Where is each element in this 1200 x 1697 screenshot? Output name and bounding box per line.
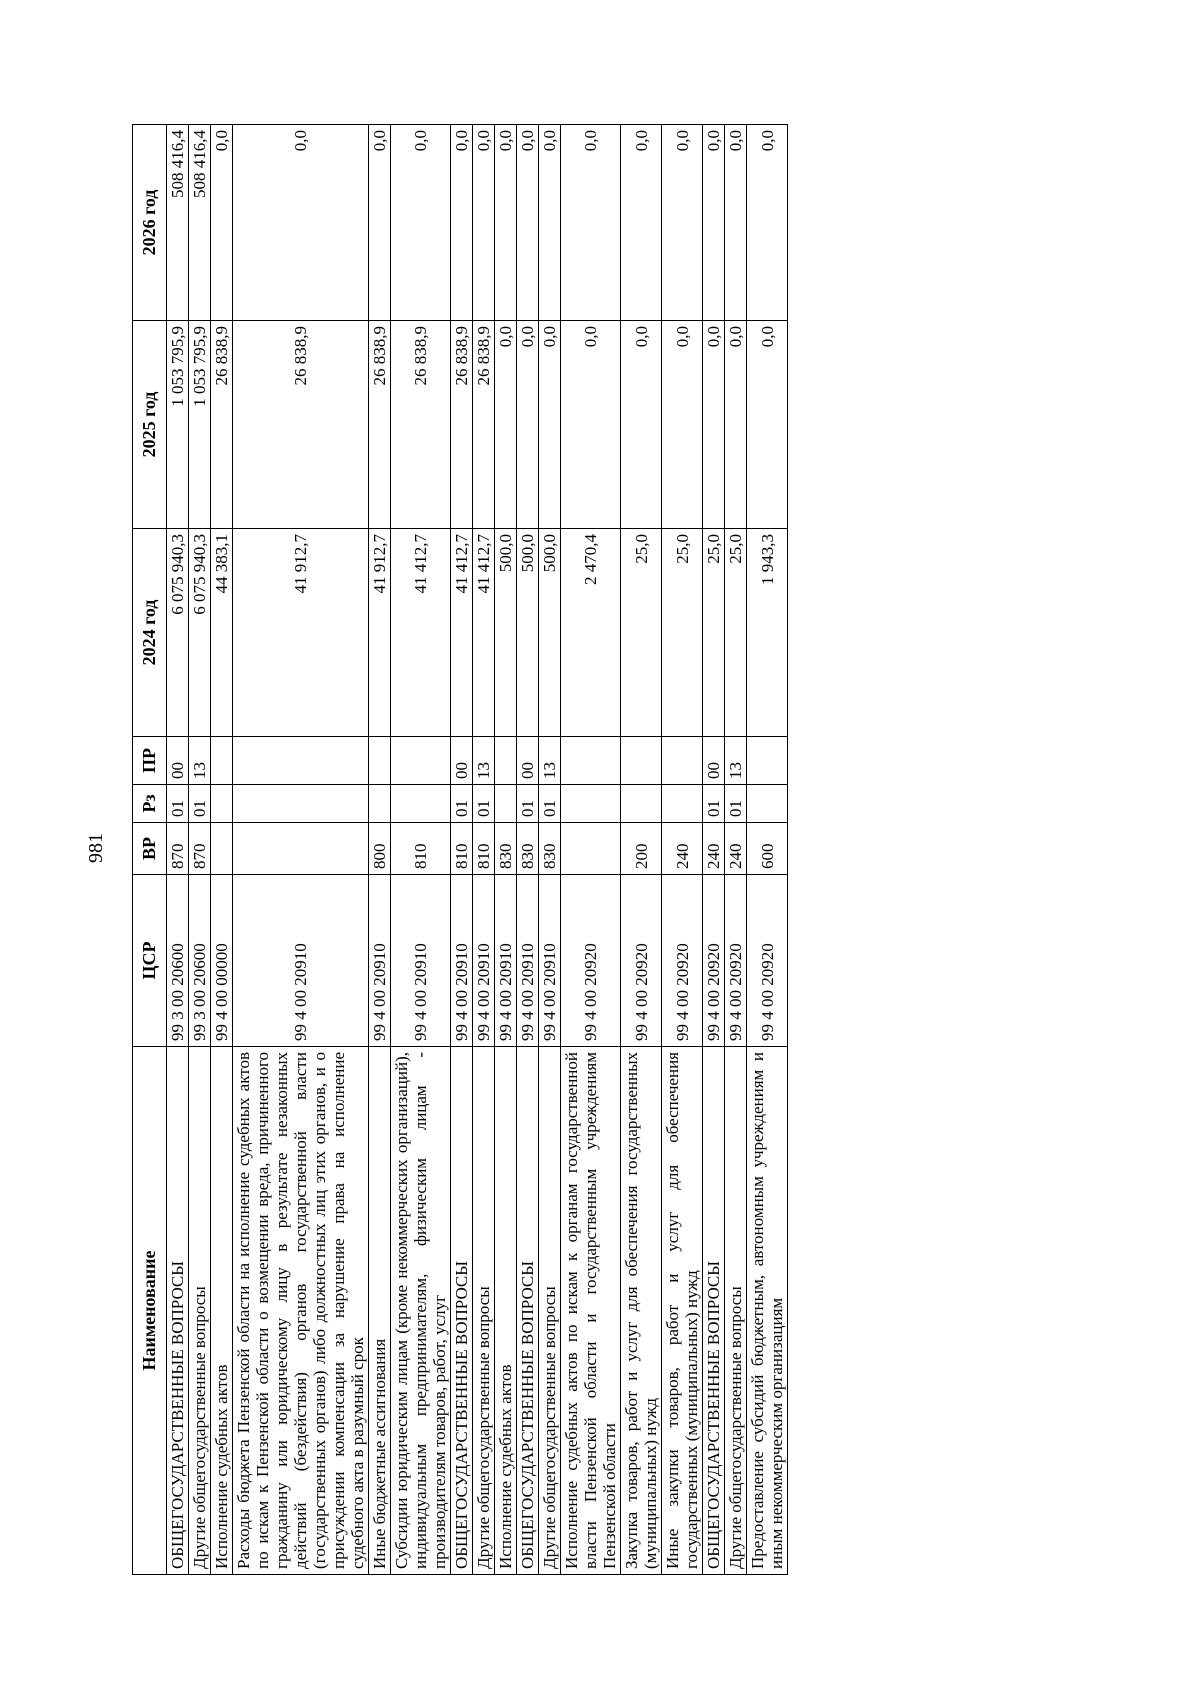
cell-y2024: 500,0 [495,529,517,737]
cell-vr: 200 [621,823,662,875]
cell-y2026: 0,0 [747,125,788,321]
cell-rz [369,785,391,823]
table-row [725,125,747,1575]
cell-pr: 00 [167,737,189,785]
table-row [517,125,539,1575]
table-row [539,125,561,1575]
cell-vr: 870 [189,823,211,875]
cell-rz [747,785,788,823]
cell-pr: 13 [725,737,747,785]
cell-vr: 240 [662,823,703,875]
table-row [703,125,725,1575]
table-row [495,125,517,1575]
table-row [662,125,703,1575]
cell-rz [211,785,233,823]
cell-vr: 240 [703,823,725,875]
budget-table [132,124,788,1575]
cell-rz: 01 [517,785,539,823]
cell-y2025: 0,0 [747,321,788,529]
cell-y2024: 41 412,7 [473,529,495,737]
cell-pr [495,737,517,785]
cell-pr [369,737,391,785]
table-row [747,125,788,1575]
cell-csr: 99 4 00 20920 [747,875,788,1047]
cell-y2024: 25,0 [703,529,725,737]
cell-y2025: 0,0 [703,321,725,529]
header-2025: 2025 год [133,321,167,529]
cell-name: Другие общегосударственные вопросы [725,1047,747,1575]
table-row [369,125,391,1575]
cell-name: Другие общегосударственные вопросы [189,1047,211,1575]
header-csr: ЦСР [133,875,167,1047]
table-row [561,125,621,1575]
cell-y2025: 1 053 795,9 [189,321,211,529]
cell-y2025: 26 838,9 [391,321,451,529]
cell-name: Исполнение судебных актов [211,1047,233,1575]
cell-vr [211,823,233,875]
cell-csr: 99 4 00 20910 [495,875,517,1047]
cell-name: Субсидии юридическим лицам (кроме некоммерческих организаций), индивидуальным предпринимателям, физическим лицам - производителям товаров, работ, услуг [391,1047,451,1575]
cell-y2024: 25,0 [725,529,747,737]
cell-rz: 01 [539,785,561,823]
cell-vr: 830 [539,823,561,875]
cell-rz [662,785,703,823]
cell-csr: 99 4 00 20910 [391,875,451,1047]
cell-pr: 13 [473,737,495,785]
cell-csr: 99 4 00 20920 [561,875,621,1047]
cell-rz [621,785,662,823]
cell-y2025: 1 053 795,9 [167,321,189,529]
cell-y2024: 41 912,7 [233,529,369,737]
cell-vr: 240 [725,823,747,875]
cell-y2025: 0,0 [662,321,703,529]
cell-csr: 99 4 00 20910 [233,875,369,1047]
cell-y2025: 0,0 [517,321,539,529]
cell-rz: 01 [189,785,211,823]
cell-y2024: 25,0 [662,529,703,737]
cell-y2024: 41 412,7 [391,529,451,737]
cell-pr: 00 [517,737,539,785]
cell-pr [561,737,621,785]
cell-name: Расходы бюджета Пензенской области на исполнение судебных актов по искам к Пензенской области о возмещении вреда, причиненного гражданину или юридическому лицу в результате незаконных действий (бездействия) органов государственной власти (государственных органов) либо должностных лиц этих органов, и о присуждении компенсации за нарушение права на исполнение судебного акта в разумный срок [233,1047,369,1575]
cell-csr: 99 4 00 20920 [662,875,703,1047]
table-row [189,125,211,1575]
cell-rz: 01 [451,785,473,823]
cell-csr: 99 4 00 20910 [517,875,539,1047]
cell-vr [233,823,369,875]
cell-y2025: 26 838,9 [451,321,473,529]
cell-rz: 01 [473,785,495,823]
header-pr: ПР [133,737,167,785]
cell-y2026: 0,0 [211,125,233,321]
cell-vr: 810 [391,823,451,875]
cell-pr [747,737,788,785]
table-row [473,125,495,1575]
cell-y2024: 6 075 940,3 [189,529,211,737]
table-row [391,125,451,1575]
cell-pr: 13 [189,737,211,785]
cell-rz [391,785,451,823]
cell-pr: 13 [539,737,561,785]
cell-csr: 99 4 00 00000 [211,875,233,1047]
cell-vr [561,823,621,875]
cell-pr [211,737,233,785]
cell-name: ОБЩЕГОСУДАРСТВЕННЫЕ ВОПРОСЫ [167,1047,189,1575]
cell-pr [662,737,703,785]
cell-y2026: 0,0 [517,125,539,321]
cell-y2025: 0,0 [539,321,561,529]
cell-y2026: 0,0 [539,125,561,321]
table-row [233,125,369,1575]
cell-rz [561,785,621,823]
cell-name: ОБЩЕГОСУДАРСТВЕННЫЕ ВОПРОСЫ [517,1047,539,1575]
cell-y2025: 0,0 [561,321,621,529]
cell-y2026: 0,0 [662,125,703,321]
cell-name: Другие общегосударственные вопросы [539,1047,561,1575]
cell-rz: 01 [725,785,747,823]
cell-y2025: 0,0 [725,321,747,529]
cell-csr: 99 4 00 20910 [451,875,473,1047]
cell-y2024: 41 912,7 [369,529,391,737]
cell-csr: 99 3 00 20600 [167,875,189,1047]
cell-rz [495,785,517,823]
cell-rz: 01 [703,785,725,823]
cell-csr: 99 4 00 20910 [473,875,495,1047]
cell-vr: 810 [473,823,495,875]
header-2026: 2026 год [133,125,167,321]
table-row [167,125,189,1575]
cell-y2025: 0,0 [621,321,662,529]
rotated-page-content [132,125,1087,1575]
cell-rz [233,785,369,823]
cell-pr [391,737,451,785]
cell-y2024: 6 075 940,3 [167,529,189,737]
cell-y2026: 0,0 [561,125,621,321]
header-rz: Рз [133,785,167,823]
cell-vr: 830 [517,823,539,875]
cell-vr: 810 [451,823,473,875]
cell-pr: 00 [703,737,725,785]
table-row [621,125,662,1575]
cell-y2026: 508 416,4 [189,125,211,321]
cell-y2025: 26 838,9 [233,321,369,529]
page-number: 981 [85,833,107,863]
table-header-row [133,125,167,1575]
cell-name: Исполнение судебных актов по искам к органам государственной власти Пензенской области и государственным учреждениям Пензенской области [561,1047,621,1575]
cell-pr [233,737,369,785]
table-row [451,125,473,1575]
cell-vr: 870 [167,823,189,875]
cell-y2025: 26 838,9 [473,321,495,529]
cell-name: ОБЩЕГОСУДАРСТВЕННЫЕ ВОПРОСЫ [703,1047,725,1575]
cell-y2024: 500,0 [539,529,561,737]
cell-y2024: 44 383,1 [211,529,233,737]
header-vr: ВР [133,823,167,875]
cell-y2024: 1 943,3 [747,529,788,737]
cell-y2024: 500,0 [517,529,539,737]
cell-pr [621,737,662,785]
cell-name: ОБЩЕГОСУДАРСТВЕННЫЕ ВОПРОСЫ [451,1047,473,1575]
cell-y2025: 26 838,9 [369,321,391,529]
cell-y2025: 0,0 [495,321,517,529]
cell-csr: 99 4 00 20920 [703,875,725,1047]
cell-y2026: 0,0 [725,125,747,321]
cell-y2026: 0,0 [451,125,473,321]
header-name: Наименование [133,1047,167,1575]
cell-csr: 99 3 00 20600 [189,875,211,1047]
cell-y2026: 0,0 [233,125,369,321]
cell-y2026: 0,0 [391,125,451,321]
cell-y2026: 0,0 [621,125,662,321]
cell-y2026: 0,0 [495,125,517,321]
cell-y2024: 41 412,7 [451,529,473,737]
cell-name: Предоставление субсидий бюджетным, автономным учреждениям и иным некоммерческим организациям [747,1047,788,1575]
cell-csr: 99 4 00 20920 [725,875,747,1047]
cell-y2024: 25,0 [621,529,662,737]
cell-y2025: 26 838,9 [211,321,233,529]
cell-y2024: 2 470,4 [561,529,621,737]
cell-rz: 01 [167,785,189,823]
cell-vr: 800 [369,823,391,875]
cell-vr: 830 [495,823,517,875]
cell-name: Другие общегосударственные вопросы [473,1047,495,1575]
cell-pr: 00 [451,737,473,785]
cell-name: Иные бюджетные ассигнования [369,1047,391,1575]
cell-csr: 99 4 00 20910 [539,875,561,1047]
cell-csr: 99 4 00 20910 [369,875,391,1047]
cell-y2026: 0,0 [473,125,495,321]
cell-y2026: 0,0 [703,125,725,321]
cell-csr: 99 4 00 20920 [621,875,662,1047]
cell-y2026: 0,0 [369,125,391,321]
cell-vr: 600 [747,823,788,875]
table-row [211,125,233,1575]
cell-name: Закупка товаров, работ и услуг для обеспечения государственных (муниципальных) нужд [621,1047,662,1575]
header-2024: 2024 год [133,529,167,737]
cell-name: Иные закупки товаров, работ и услуг для обеспечения государственных (муниципальных) нужд [662,1047,703,1575]
cell-name: Исполнение судебных актов [495,1047,517,1575]
cell-y2026: 508 416,4 [167,125,189,321]
